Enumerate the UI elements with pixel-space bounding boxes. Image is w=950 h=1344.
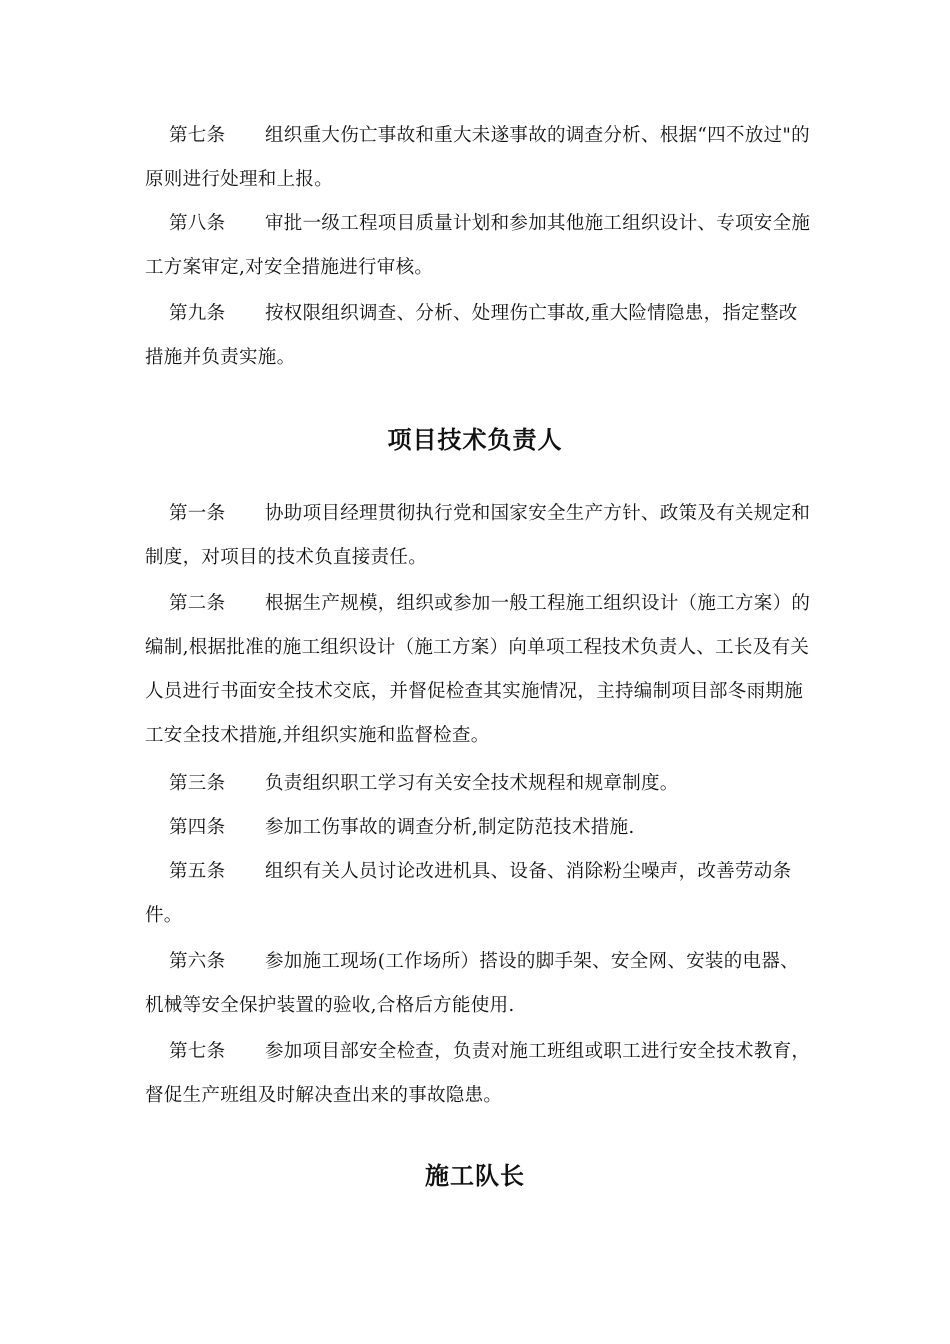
article-number: 第七条 bbox=[169, 1041, 226, 1062]
article-number: 第一条 bbox=[169, 503, 226, 524]
article-number: 第三条 bbox=[169, 773, 226, 794]
section-heading: 施工队长 bbox=[425, 1161, 525, 1190]
article-paragraph bbox=[145, 114, 815, 202]
article-paragraph bbox=[145, 292, 815, 380]
article-text: 参加工伤事故的调查分析,制定防范技术措施. bbox=[265, 817, 635, 838]
article-text: 审批一级工程项目质量计划和参加其他施工组织设计、专项安全施工方案审定,对安全措施进行审核。 bbox=[145, 213, 811, 278]
article-paragraph bbox=[145, 582, 815, 758]
article-number: 第五条 bbox=[169, 861, 226, 882]
article-text: 组织重大伤亡事故和重大未遂事故的调查分析、根据“四不放过"的原则进行处理和上报。 bbox=[145, 125, 810, 190]
article-text: 组织有关人员讨论改进机具、设备、消除粉尘噪声，改善劳动条件。 bbox=[145, 861, 792, 926]
article-number: 第二条 bbox=[169, 593, 226, 614]
article-text: 根据生产规模，组织或参加一般工程施工组织设计（施工方案）的编制,根据批准的施工组织设计（施工方案）向单项工程技术负责人、工长及有关人员进行书面安全技术交底，并督促检查其实施情况，主持编制项目部冬雨期施工安全技术措施,并组织实施和监督检查。 bbox=[145, 593, 811, 746]
article-paragraph bbox=[145, 762, 815, 806]
article-paragraph bbox=[145, 492, 815, 580]
article-paragraph bbox=[145, 940, 815, 1028]
article-paragraph bbox=[145, 806, 815, 850]
article-number: 第九条 bbox=[169, 303, 226, 324]
article-text: 协助项目经理贯彻执行党和国家安全生产方针、政策及有关规定和制度，对项目的技术负直接责任。 bbox=[145, 503, 811, 568]
article-number: 第六条 bbox=[169, 951, 226, 972]
article-text: 按权限组织调查、分析、处理伤亡事故,重大险情隐患，指定整改措施并负责实施。 bbox=[145, 303, 798, 368]
section-heading: 项目技术负责人 bbox=[387, 425, 563, 454]
article-text: 负责组织职工学习有关安全技术规程和规章制度。 bbox=[265, 773, 679, 794]
article-number: 第八条 bbox=[169, 213, 226, 234]
article-paragraph bbox=[145, 1030, 815, 1118]
article-paragraph bbox=[145, 850, 815, 938]
article-text: 参加施工现场(工作场所）搭设的脚手架、安全网、安装的电器、机械等安全保护装置的验收,合格后方能使用. bbox=[145, 951, 799, 1016]
article-number: 第七条 bbox=[169, 125, 226, 146]
article-paragraph bbox=[145, 202, 815, 290]
article-number: 第四条 bbox=[169, 817, 226, 838]
article-text: 参加项目部安全检查，负责对施工班组或职工进行安全技术教育，督促生产班组及时解决查出来的事故隐患。 bbox=[145, 1041, 811, 1106]
